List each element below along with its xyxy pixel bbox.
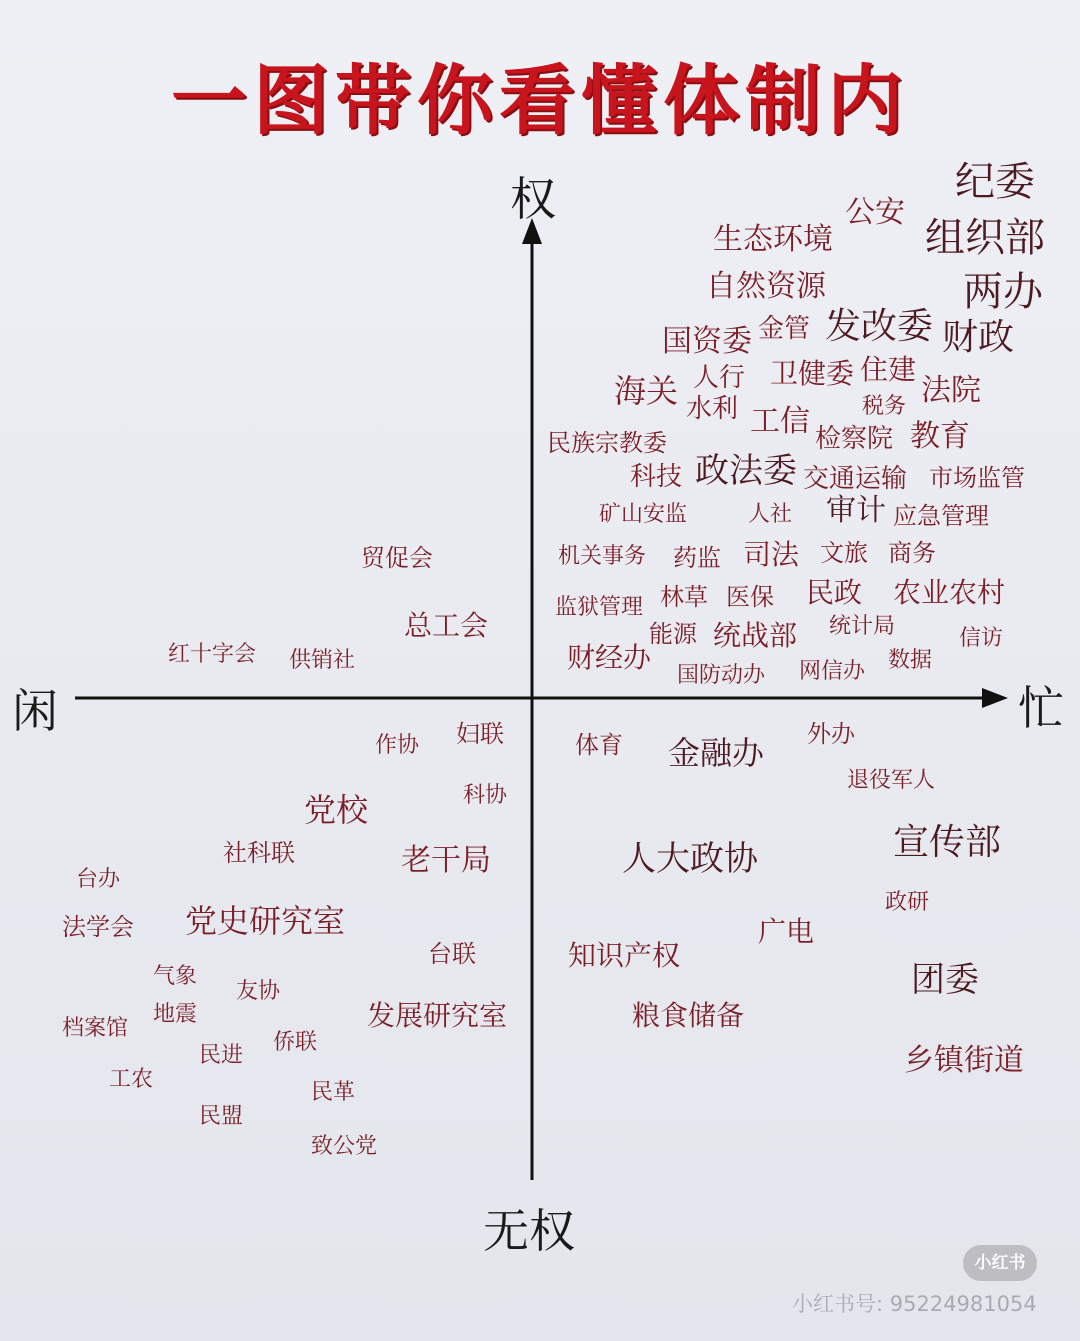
item-nopower-idle: 致公党: [311, 1134, 378, 1159]
item-nopower-busy: 团委: [911, 960, 979, 1000]
item-nopower-busy: 知识产权: [568, 939, 681, 972]
item-power-busy: 法院: [921, 373, 981, 408]
item-power-busy: 住建: [860, 353, 917, 386]
item-power-busy: 数据: [888, 648, 933, 673]
item-nopower-idle: 地震: [153, 1002, 198, 1027]
item-power-busy: 政法委: [695, 451, 797, 491]
item-nopower-busy: 乡镇街道: [904, 1043, 1024, 1078]
item-power-busy: 能源: [649, 620, 697, 648]
item-nopower-idle: 民革: [311, 1080, 356, 1105]
item-power-busy: 监狱管理: [555, 595, 644, 620]
item-power-busy: 信访: [959, 626, 1004, 651]
item-power-busy: 统战部: [713, 619, 798, 652]
item-power-busy: 财政: [942, 317, 1015, 358]
item-nopower-busy: 体育: [575, 731, 623, 759]
item-nopower-idle: 党校: [304, 791, 369, 829]
item-power-busy: 人社: [748, 502, 793, 527]
item-nopower-idle: 民盟: [199, 1104, 244, 1129]
item-power-idle: 红十字会: [168, 642, 257, 667]
item-nopower-idle: 发展研究室: [367, 999, 508, 1032]
item-nopower-idle: 气象: [153, 964, 198, 989]
item-power-busy: 审计: [826, 493, 886, 528]
item-power-idle: 总工会: [404, 609, 489, 642]
item-power-busy: 交通运输: [803, 464, 908, 494]
item-power-busy: 应急管理: [893, 502, 989, 530]
axis-label-top: 权: [510, 172, 556, 226]
item-nopower-idle: 社科联: [223, 839, 295, 867]
item-power-busy: 药监: [673, 544, 721, 572]
item-power-busy: 矿山安监: [599, 502, 688, 527]
item-nopower-idle: 档案馆: [62, 1016, 129, 1041]
item-power-busy: 科技: [630, 462, 683, 492]
item-power-busy: 生态环境: [713, 222, 833, 257]
item-nopower-idle: 科协: [463, 783, 508, 808]
item-power-busy: 网信办: [799, 659, 866, 684]
item-power-busy: 民族宗教委: [547, 429, 667, 457]
item-power-busy: 纪委: [955, 159, 1035, 205]
item-nopower-idle: 台办: [76, 867, 121, 892]
item-nopower-busy: 宣传部: [893, 822, 1002, 863]
item-nopower-idle: 友协: [236, 979, 281, 1004]
item-power-busy: 检察院: [815, 424, 894, 454]
item-nopower-idle: 党史研究室: [185, 902, 346, 940]
item-nopower-idle: 工农: [109, 1067, 154, 1092]
item-nopower-busy: 金融办: [668, 734, 765, 772]
item-power-idle: 供销社: [289, 648, 356, 673]
axis-label-bottom: 无权: [483, 1204, 575, 1258]
item-nopower-idle: 法学会: [62, 913, 134, 941]
item-power-busy: 公安: [845, 195, 905, 230]
item-power-busy: 组织部: [925, 215, 1045, 261]
item-power-busy: 民政: [806, 576, 863, 609]
item-power-busy: 人行: [693, 363, 746, 393]
item-nopower-busy: 外办: [807, 720, 855, 748]
item-power-busy: 统计局: [829, 614, 896, 639]
item-nopower-idle: 民进: [199, 1043, 244, 1068]
item-power-busy: 卫健委: [770, 357, 855, 390]
watermark-badge: 小红书: [963, 1245, 1037, 1281]
item-power-busy: 金管: [758, 314, 811, 344]
axis-label-right: 忙: [1018, 681, 1064, 735]
page-title: 一图带你看懂体制内: [171, 56, 909, 145]
item-power-busy: 两办: [963, 269, 1043, 315]
item-power-busy: 国防动办: [677, 663, 766, 688]
item-power-busy: 医保: [726, 583, 774, 611]
item-nopower-idle: 台联: [428, 940, 476, 968]
item-nopower-idle: 作协: [375, 733, 420, 758]
item-power-idle: 贸促会: [361, 544, 433, 572]
item-power-busy: 市场监管: [929, 464, 1025, 492]
item-power-busy: 国资委: [662, 324, 752, 359]
horizontal-axis-arrow: [982, 688, 1008, 708]
item-power-busy: 自然资源: [706, 269, 826, 304]
item-power-busy: 税务: [862, 394, 907, 419]
item-nopower-busy: 人大政协: [622, 839, 758, 879]
item-power-busy: 工信: [750, 404, 810, 439]
item-power-busy: 司法: [743, 538, 800, 571]
item-nopower-idle: 侨联: [273, 1030, 318, 1055]
item-power-busy: 机关事务: [558, 544, 647, 569]
item-power-busy: 财经办: [567, 641, 652, 674]
item-power-busy: 海关: [614, 372, 679, 410]
item-power-busy: 林草: [660, 583, 708, 611]
watermark-id: 小红书号: 95224981054: [792, 1292, 1037, 1316]
item-nopower-idle: 妇联: [456, 720, 504, 748]
item-power-busy: 农业农村: [893, 576, 1006, 609]
axis-label-left: 闲: [12, 684, 58, 738]
item-nopower-idle: 老干局: [401, 843, 491, 878]
item-nopower-busy: 退役军人: [847, 768, 936, 793]
item-power-busy: 商务: [888, 539, 936, 567]
item-nopower-busy: 广电: [758, 915, 815, 948]
item-nopower-busy: 粮食储备: [632, 999, 745, 1032]
item-nopower-busy: 政研: [885, 890, 930, 915]
item-power-busy: 文旅: [820, 539, 868, 567]
item-power-busy: 发改委: [825, 306, 934, 347]
item-power-busy: 教育: [910, 419, 970, 454]
item-power-busy: 水利: [686, 394, 739, 424]
